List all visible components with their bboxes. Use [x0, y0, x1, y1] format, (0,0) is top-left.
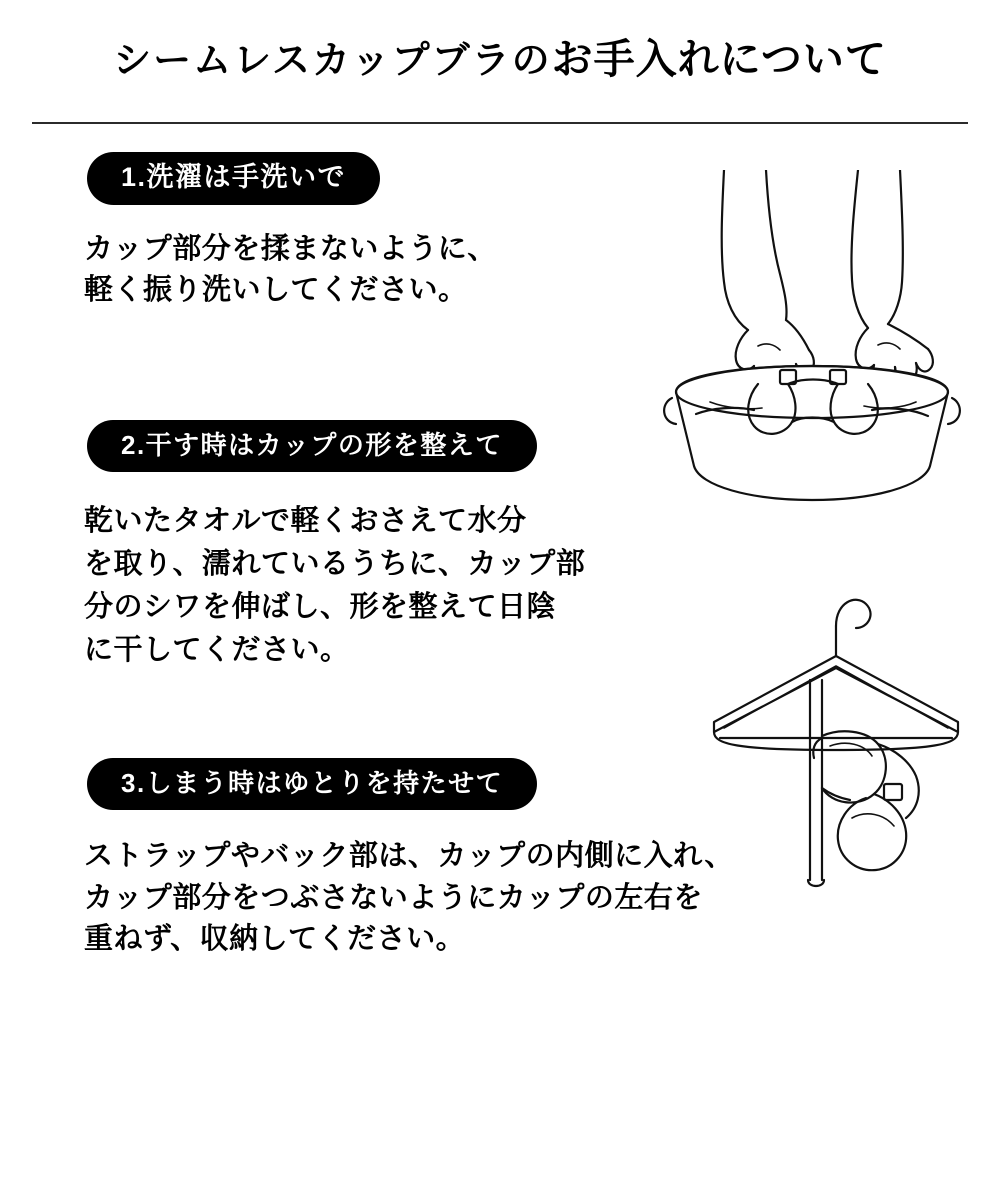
section-2-line-1: 乾いたタオルで軽くおさえて水分	[84, 505, 527, 538]
section-3-line-3: 重ねず、収納してください。	[84, 922, 466, 955]
page-title	[113, 34, 887, 86]
section-3-body	[84, 836, 968, 960]
page-header	[32, 0, 968, 86]
section-drying	[32, 420, 968, 672]
header-divider	[32, 122, 968, 124]
section-1-line-1: カップ部分を揉まないように、	[84, 233, 497, 266]
section-3-heading: 3.しまう時はゆとりを持たせて	[87, 758, 537, 811]
page-title-strong: お手入れについて	[551, 36, 887, 82]
section-2-body	[84, 500, 624, 672]
section-1-heading: 1.洗濯は手洗いで	[87, 152, 380, 206]
section-2-line-2: を取り、濡れているうちに、カップ部	[84, 548, 586, 581]
section-2-line-4: に干してください。	[84, 633, 350, 666]
section-1-body	[84, 229, 968, 311]
section-3-line-2: カップ部分をつぶさないようにカップの左右を	[84, 881, 703, 914]
section-3-line-1: ストラップやバック部は、カップの内側に入れ、	[84, 840, 734, 873]
section-2-line-3: 分のシワを伸ばし、形を整えて日陰	[84, 590, 557, 623]
section-2-heading: 2.干す時はカップの形を整えて	[87, 420, 537, 473]
page-title-prefix: シームレスカップブラの	[113, 40, 552, 82]
section-1-line-2: 軽く振り洗いしてください。	[84, 274, 468, 307]
section-storage	[32, 758, 968, 960]
section-hand-wash	[32, 152, 968, 312]
